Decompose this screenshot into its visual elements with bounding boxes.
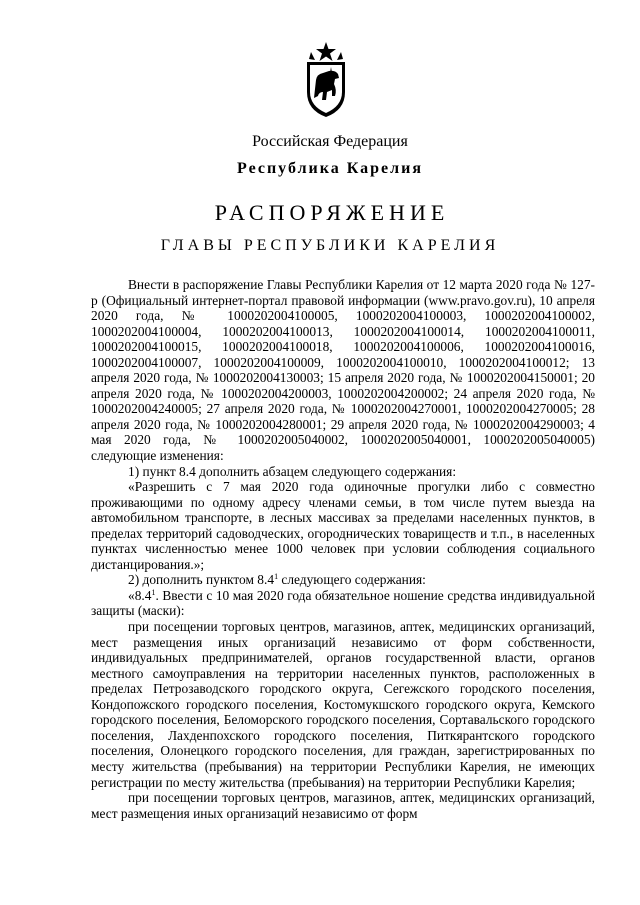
coat-of-arms-of-karelia-icon [301, 40, 351, 120]
document-issuer-title: ГЛАВЫ РЕСПУБЛИКИ КАРЕЛИЯ [160, 237, 500, 254]
mask-requirement-paragraph-1: при посещении торговых центров, магазинов, аптек, медицинских организаций, мест размещения иных организаций независимо от форм собственности, индивидуальных предпринимателей, органов государственной власти, органов местного самоуправления на территории населенных пунктов, расположенных в пределах Петрозаводского городского округа, Сегежского городского поселения, Кондопожского городского поселения, Костомукшского городского округа, Кемского городского поселения, Беломорского городского поселения, Сортавальского городского поселения, Лахденпохского городского поселения, Питкярантского городского поселения, Олонецкого городского поселения, для граждан, зарегистрированных по месту жительства (пребывания) на территории Республики Карелия, не имеющих регистрации по месту жительства (пребывания) на территории Республики Карелия; [91, 619, 595, 790]
document-body [91, 277, 595, 821]
item-1-paragraph: 1) пункт 8.4 дополнить абзацем следующего содержания: [128, 463, 457, 479]
point-8-4-1-superscript: 1 [151, 587, 156, 597]
item-2-text-start: 2) дополнить пунктом 8.4 [128, 572, 275, 588]
item-2-paragraph [91, 572, 595, 588]
point-8-4-1-text-start: «8.4 [128, 587, 152, 603]
document-type-title: РАСПОРЯЖЕНИЕ [214, 200, 450, 225]
point-8-4-1-paragraph [91, 588, 595, 619]
amendment-intro-paragraph: Внести в распоряжение Главы Республики Карелия от 12 марта 2020 года № 127-р (Официальный интернет-портал правовой информации (www.pravo.gov.ru), 10 апреля 2020 года, № 1000202004100005, 1000202004100003, 1000202004100002, 1000202004100004, 1000202004100013, 1000202004100014, 1000202004100011, 1000202004100015, 1000202004100018, 1000202004100006, 1000202004100016, 1000202004100007, 1000202004100009, 1000202004100010, 1000202004100012; 13 апреля 2020 года, № 1000202004130003; 15 апреля 2020 года, № 1000202004150001; 20 апреля 2020 года, № 1000202004200003, 1000202004200002; 24 апреля 2020 года, № 1000202004240005; 27 апреля 2020 года, № 1000202004270001, 1000202004270005; 28 апреля 2020 года, № 1000202004280001; 29 апреля 2020 года, № 1000202004290003; 4 мая 2020 года, № 1000202005040002, 1000202005040001, 1000202005040005) следующие изменения: [91, 277, 595, 464]
republic-title: Республика Карелия [237, 160, 423, 177]
point-8-4-1-text-end: . Ввести с 10 мая 2020 года обязательное ношение средства индивидуальной защиты (маски): [91, 587, 595, 619]
federation-title: Российская Федерация [252, 133, 408, 150]
item-2-superscript: 1 [274, 572, 279, 582]
item-1-content-paragraph: «Разрешить с 7 мая 2020 года одиночные прогулки либо с совместно проживающими по одному адресу членами семьи, в том числе путем выезда на автомобильном транспорте, в лесных массивах за пределами населенных пунктов, в пределах территорий садоводческих, огороднических товариществ и т.п., в населенных пунктах численностью менее 1000 человек при условии соблюдения социального дистанцирования.»; [91, 479, 595, 572]
item-2-text-end: следующего содержания: [278, 572, 426, 588]
mask-requirement-paragraph-2: при посещении торговых центров, магазинов, аптек, медицинских организаций, мест размещения иных организаций независимо от форм [91, 790, 595, 821]
